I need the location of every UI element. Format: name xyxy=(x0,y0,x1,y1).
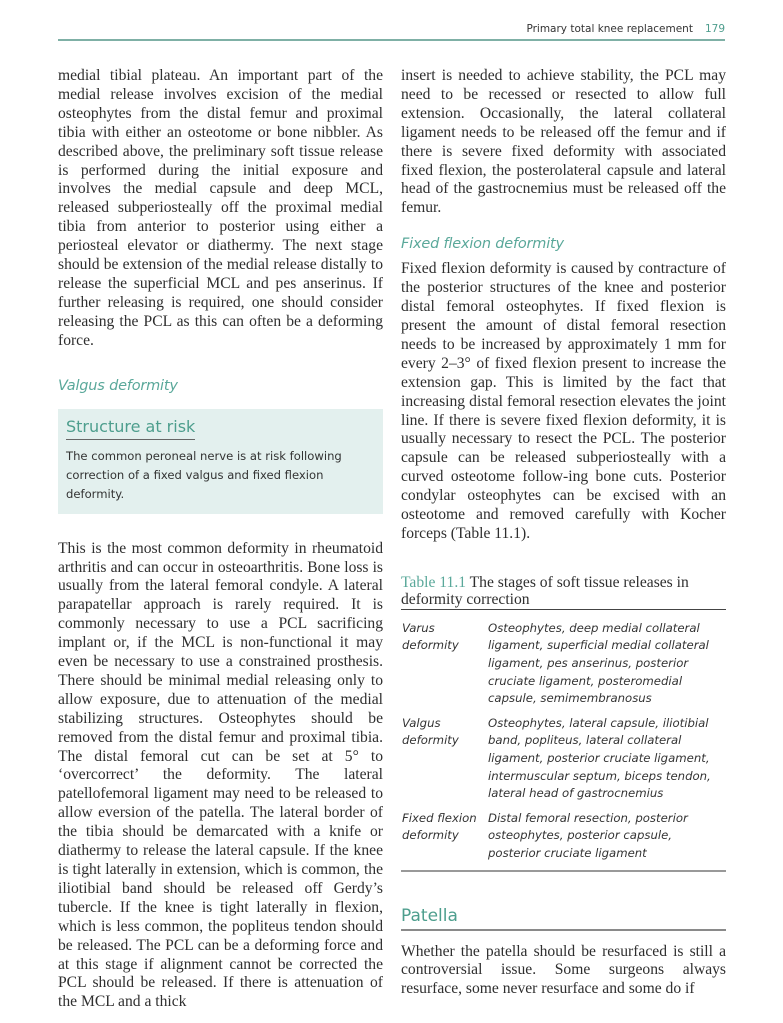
section-heading-patella: Patella xyxy=(401,906,726,931)
releases-cell: Osteophytes, lateral capsule, iliotibial band, popliteus, lateral collateral ligament, posterior cruciate ligament, intermuscular septum, biceps tendon, lateral head of gastrocnemius xyxy=(488,715,711,801)
box-text: The common peroneal nerve is at risk following correction of a fixed valgus and fixed flexion deformity. xyxy=(66,448,342,501)
soft-tissue-release-table xyxy=(401,620,726,872)
table-row xyxy=(401,715,726,810)
table-caption xyxy=(401,574,726,610)
deformity-cell: Valgus deformity xyxy=(402,715,459,748)
body-paragraph-patella: Whether the patella should be resurfaced is still a controversial issue. Some surgeons always resurface, some never resurface and some do if xyxy=(401,942,726,998)
table-caption-text: The stages of soft tissue releases in deformity correction xyxy=(401,573,689,608)
right-column xyxy=(401,67,726,999)
running-header xyxy=(58,20,725,41)
table-number: Table 11.1 xyxy=(401,573,467,591)
structure-at-risk-box xyxy=(58,409,383,514)
box-title: Structure at risk xyxy=(66,417,195,440)
running-title: Primary total knee replacement xyxy=(526,23,693,35)
releases-cell: Distal femoral resection, posterior osteophytes, posterior capsule, posterior cruciate ligament xyxy=(488,810,688,860)
left-column xyxy=(58,67,383,1012)
page-number: 179 xyxy=(704,23,725,35)
body-paragraph-medial-release: medial tibial plateau. An important part of the medial release involves excision of the medial osteophytes from the distal femur and proximal tibia with either an osteotome or bone nibbler. As described above, the preliminary soft tissue release is performed during the initial exposure and involves the medial capsule and deep MCL, released subperiosteally off the proximal medial tibia from anterior to posterior using either a periosteal elevator or diathermy. The next stage should be extension of the medial release distally to release the superficial MCL and pes anserinus. If further releasing is required, one should consider releasing the PCL as this can often be a deforming force. xyxy=(58,67,383,349)
table-row xyxy=(401,810,726,871)
table-11-1 xyxy=(401,574,726,872)
body-paragraph-fixed-flexion: Fixed flexion deformity is caused by contracture of the posterior structures of the knee and posterior distal femoral osteophytes. If fixed flexion is present the amount of distal femoral resection needs to be increased by approximately 1 mm for every 2–3° of fixed flexion present to increase the extension gap. This is limited by the fact that increasing distal femoral resection elevates the joint line. If there is severe fixed flexion deformity, it is usually necessary to resect the PCL. The posterior capsule can be released subperiosteally with a curved osteotome follow-ing bone cuts. Posterior condylar osteophytes can be excised with an osteotome and removed carefully with Kocher forceps (Table 11.1). xyxy=(401,260,726,542)
body-paragraph-pcl: insert is needed to achieve stability, the PCL may need to be recessed or resected to allow full extension. Occasionally, the lateral collateral ligament needs to be released off the femur and if there is severe fixed deformity with associated fixed flexion, the posterolateral capsule and lateral head of the gastrocnemius must be released off the femur. xyxy=(401,67,726,217)
body-paragraph-valgus: This is the most common deformity in rheumatoid arthritis and can occur in osteoarthritis. Bone loss is usually from the lateral femoral condyle. A lateral parapatellar approach is rarely required. It is commonly necessary to use a PCL sacrificing implant or, if the MCL is non-functional it may even be necessary to use a constrained prosthesis. There should be minimal medial releasing only to allow exposure, due to attenuation of the medial stabilizing structures. Osteophytes should be removed from the distal femur and proximal tibia. The distal femoral cut can be set at 5° to ‘overcorrect’ the deformity. The lateral patellofemoral ligament may need to be released to allow eversion of the patella. The lateral border of the tibia should be demarcated with a knife or diathermy to release the lateral capsule. If the knee is tight laterally in extension, which is common, the iliotibial band should be released off Gerdy’s tubercle. If the knee is tight laterally in flexion, which is less common, the popliteus tendon should be released. The PCL can be a deforming force and at this stage if alignment cannot be corrected the PCL should be released. If there is attenuation of the MCL and a thick xyxy=(58,539,383,1011)
subheading-fixed-flexion-deformity: Fixed flexion deformity xyxy=(401,236,564,253)
table-row xyxy=(401,620,726,715)
subheading-valgus-deformity: Valgus deformity xyxy=(58,377,178,394)
deformity-cell: Fixed flexion deformity xyxy=(402,810,477,843)
releases-cell: Osteophytes, deep medial collateral ligament, superficial medial collateral ligament, pes anserinus, posterior cruciate ligament, posteromedial capsule, semimembranosus xyxy=(488,620,709,706)
deformity-cell: Varus deformity xyxy=(402,620,459,653)
